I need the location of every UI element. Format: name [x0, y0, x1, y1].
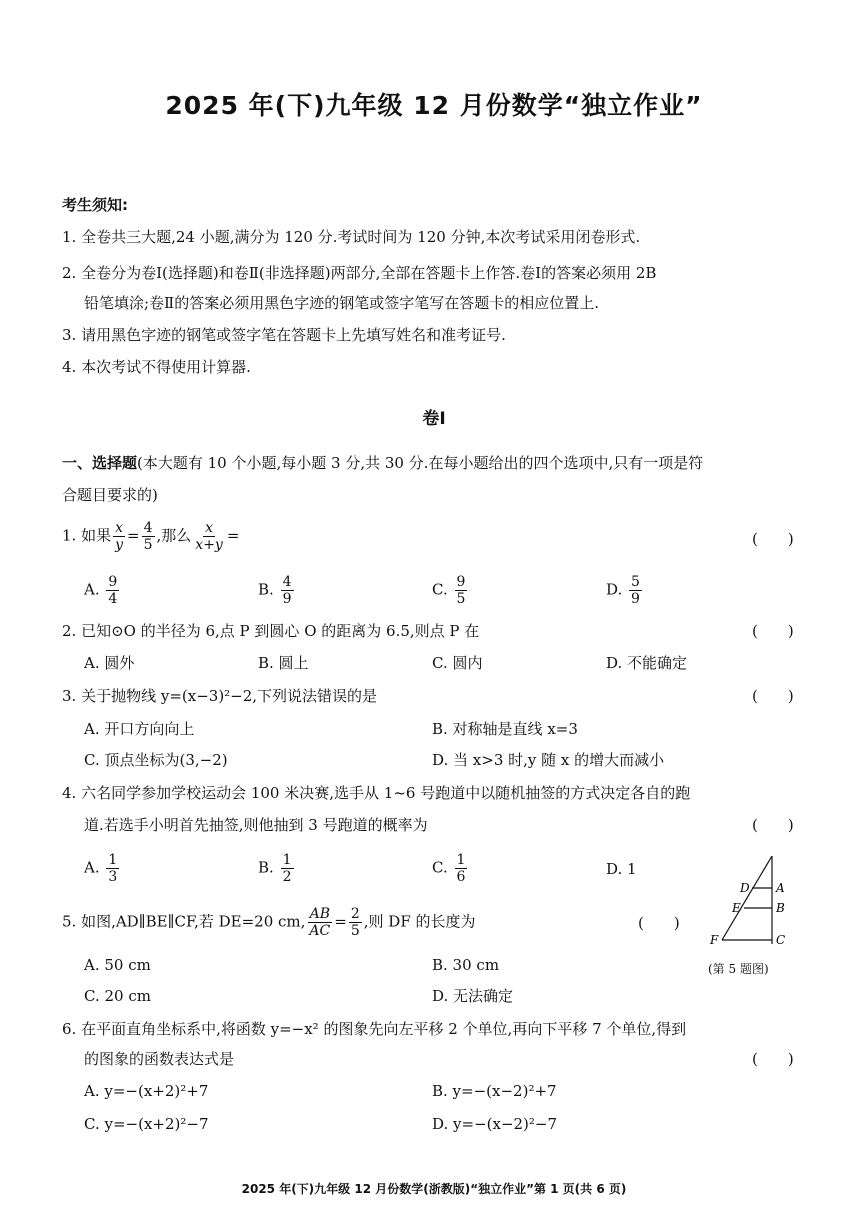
q6-option-a[interactable]: A. y=−(x+2)²+7 — [84, 1082, 209, 1100]
part1-desc: (本大题有 10 个小题,每小题 3 分,共 30 分.在每小题给出的四个选项中,只有一项是符 — [137, 454, 704, 472]
q5-figure-caption: (第 5 题图) — [708, 962, 769, 976]
q4-option-d[interactable]: D. 1 — [606, 860, 637, 878]
question-6-stem: 6. 在平面直角坐标系中,将函数 y=−x² 的图象先向左平移 2 个单位,再向下平移 7 个单位,得到 — [62, 1020, 687, 1038]
q1-equals: = — [127, 526, 140, 545]
question-3-stem: 3. 关于抛物线 y=(x−3)²−2,下列说法错误的是 — [62, 687, 378, 705]
q5-equals: = — [334, 912, 347, 931]
notice-item-1: 1. 全卷共三大题,24 小题,满分为 120 分.考试时间为 120 分钟,本次考试采用闭卷形式. — [62, 228, 641, 246]
q4-option-a[interactable]: A. $\frac{1}{3}$ — [84, 852, 118, 885]
q5-answer-blank: ( ) — [638, 914, 680, 932]
q5-post: ,则 DF 的长度为 — [363, 912, 476, 931]
q2-option-b[interactable]: B. 圆上 — [258, 654, 309, 672]
q5-fraction-2: $\frac{2}{5}$ — [350, 906, 360, 939]
q5-line-def — [722, 856, 772, 940]
q3-option-a[interactable]: A. 开口方向向上 — [84, 720, 195, 738]
q6-option-d[interactable]: D. y=−(x−2)²−7 — [432, 1115, 558, 1133]
notice-item-2-cont: 铅笔填涂;卷Ⅱ的答案必须用黑色字迹的钢笔或签字笔写在答题卡的相应位置上. — [84, 294, 600, 312]
q6-option-c[interactable]: C. y=−(x+2)²−7 — [84, 1115, 209, 1133]
page-title: 2025 年(下)九年级 12 月份数学“独立作业” — [165, 91, 703, 120]
q1-option-b[interactable]: B. $\frac{4}{9}$ — [258, 574, 292, 607]
q3-answer-blank: ( ) — [752, 687, 794, 705]
q5-fraction-1: $\frac{AB}{AC}$ — [309, 906, 331, 939]
q2-option-c[interactable]: C. 圆内 — [432, 654, 483, 672]
q5-option-b[interactable]: B. 30 cm — [432, 956, 500, 974]
question-1-stem — [62, 520, 239, 553]
notice-item-3: 3. 请用黑色字迹的钢笔或签字笔在答题卡上先填写姓名和准考证号. — [62, 326, 506, 344]
q6-answer-blank: ( ) — [752, 1050, 794, 1068]
question-4-stem-cont: 道.若选手小明首先抽签,则他抽到 3 号跑道的概率为 — [84, 816, 428, 834]
q4-option-c[interactable]: C. $\frac{1}{6}$ — [432, 852, 466, 885]
q5-label-a: A — [776, 881, 785, 895]
q3-option-b[interactable]: B. 对称轴是直线 x=3 — [432, 720, 578, 738]
question-6-stem-cont: 的图象的函数表达式是 — [84, 1050, 235, 1068]
q1-option-d[interactable]: D. $\frac{5}{9}$ — [606, 574, 640, 607]
q2-option-d[interactable]: D. 不能确定 — [606, 654, 688, 672]
q1-fraction-1: $\frac{x}{y}$ — [115, 520, 124, 553]
q5-pre: 5. 如图,AD∥BE∥CF,若 DE=20 cm, — [62, 912, 306, 931]
q1-fraction-3: $\frac{x}{x+y}$ — [195, 520, 223, 553]
q4-option-b[interactable]: B. $\frac{1}{2}$ — [258, 852, 292, 885]
q5-label-e: E — [732, 901, 741, 915]
q5-option-a[interactable]: A. 50 cm — [84, 956, 151, 974]
q1-mid: ,那么 — [156, 526, 192, 545]
part1-desc-cont: 合题目要求的) — [62, 486, 158, 504]
q1-option-a[interactable]: A. $\frac{9}{4}$ — [84, 574, 118, 607]
q5-option-c[interactable]: C. 20 cm — [84, 987, 151, 1005]
q4-answer-blank: ( ) — [752, 816, 794, 834]
q5-label-c: C — [776, 933, 786, 947]
q3-option-c[interactable]: C. 顶点坐标为(3,−2) — [84, 751, 228, 769]
q1-fraction-2: $\frac{4}{5}$ — [143, 520, 153, 553]
q1-answer-blank: ( ) — [752, 530, 794, 548]
q5-figure — [700, 852, 810, 952]
q1-option-c[interactable]: C. $\frac{9}{5}$ — [432, 574, 466, 607]
notice-heading: 考生须知: — [62, 196, 128, 214]
notice-item-2: 2. 全卷分为卷Ⅰ(选择题)和卷Ⅱ(非选择题)两部分,全部在答题卡上作答.卷Ⅰ的答案必须用 2B — [62, 264, 657, 282]
part1-heading: 一、选择题 — [62, 454, 138, 472]
question-4-stem: 4. 六名同学参加学校运动会 100 米决赛,选手从 1~6 号跑道中以随机抽签的方式决定各自的跑 — [62, 784, 691, 802]
q2-option-a[interactable]: A. 圆外 — [84, 654, 135, 672]
q5-label-d: D — [740, 881, 750, 895]
q5-label-f: F — [710, 933, 719, 947]
q5-label-b: B — [776, 901, 785, 915]
section-title: 卷Ⅰ — [422, 409, 446, 429]
q2-answer-blank: ( ) — [752, 622, 794, 640]
page-footer: 2025 年(下)九年级 12 月份数学(浙教版)“独立作业”第 1 页(共 6 页) — [241, 1182, 627, 1196]
part1-intro — [62, 452, 703, 474]
q3-option-d[interactable]: D. 当 x>3 时,y 随 x 的增大而减小 — [432, 751, 665, 769]
question-5-stem — [62, 906, 476, 939]
q6-option-b[interactable]: B. y=−(x−2)²+7 — [432, 1082, 557, 1100]
notice-item-4: 4. 本次考试不得使用计算器. — [62, 358, 251, 376]
question-2-stem: 2. 已知⊙O 的半径为 6,点 P 到圆心 O 的距离为 6.5,则点 P 在 — [62, 622, 480, 640]
q1-end: = — [226, 526, 240, 545]
q5-option-d[interactable]: D. 无法确定 — [432, 987, 514, 1005]
q1-pre: 1. 如果 — [62, 526, 112, 545]
